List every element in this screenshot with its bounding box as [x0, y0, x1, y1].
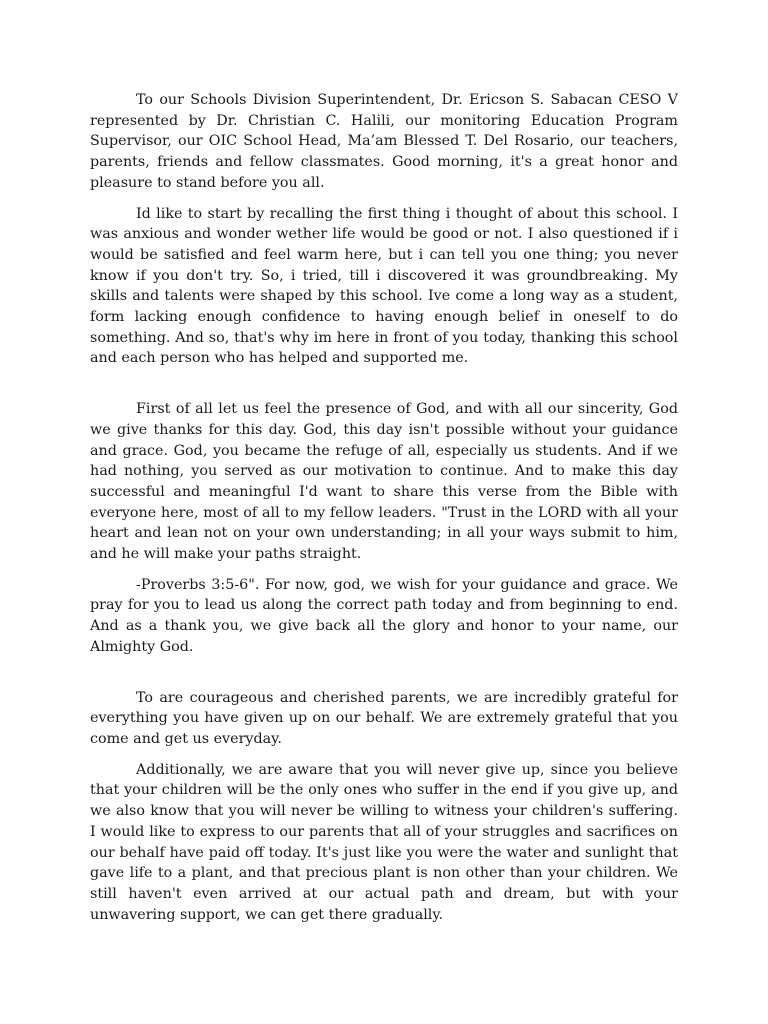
document-page [90, 90, 678, 925]
paragraph-spacer [90, 565, 678, 575]
paragraph-spacer [90, 194, 678, 204]
paragraph-school-memories: Id like to start by recalling the first thing i thought of about this school. I was anxious and wonder wether life would be good or not. I also questioned if i would be satisfied and feel warm here, but i can tell you one thing; you never know if you don't try. So, i tried, till i discovered it was groundbreaking. My skills and talents were shaped by this school. Ive come a long way as a student, form lacking enough confidence to having enough belief in oneself to do something. And so, that's why im here in front of you today, thanking this school and each person who has helped and supported me. [90, 205, 678, 367]
section-spacer [90, 369, 678, 399]
paragraph-parents-support: Additionally, we are aware that you will never give up, since you believe that your children will be the only ones who suffer in the end if you give up, and we also know that you will never be willing to witness your children's suffering. I would like to express to our parents that all of your struggles and sacrifices on our behalf have paid off today. It's just like you were the water and sunlight that gave life to a plant, and that precious plant is non other than your children. We still haven't even arrived at our actual path and dream, but with your unwavering support, we can get there gradually. [90, 761, 678, 923]
section-spacer [90, 658, 678, 688]
paragraph-thanks-to-god: First of all let us feel the presence of God, and with all our sincerity, God we give thanks for this day. God, this day isn't possible without your guidance and grace. God, you became the refuge of all, especially us students. And if we had nothing, you served as our motivation to continue. And to make this day successful and meaningful I'd want to share this verse from the Bible with everyone here, most of all to my fellow leaders. "Trust in the LORD with all your heart and lean not on your own understanding; in all your ways submit to him, and he will make your paths straight. [90, 401, 678, 563]
paragraph-parents-gratitude: To are courageous and cherished parents, we are incredibly grateful for everything you have given up on our behalf. We are extremely grateful that you come and get us everyday. [90, 689, 678, 747]
paragraph-spacer [90, 750, 678, 760]
paragraph-greeting: To our Schools Division Superintendent, Dr. Ericson S. Sabacan CESO V represented by Dr. Christian C. Halili, our monitoring Education Program Supervisor, our OIC School Head, Ma’am Blessed T. Del Rosario, our teachers, parents, friends and fellow classmates. Good morning, it's a great honor and pleasure to stand before you all. [90, 92, 678, 191]
paragraph-proverbs-prayer: -Proverbs 3:5-6". For now, god, we wish for your guidance and grace. We pray for you to lead us along the correct path today and from beginning to end. And as a thank you, we give back all the glory and honor to your name, our Almighty God. [90, 576, 678, 655]
